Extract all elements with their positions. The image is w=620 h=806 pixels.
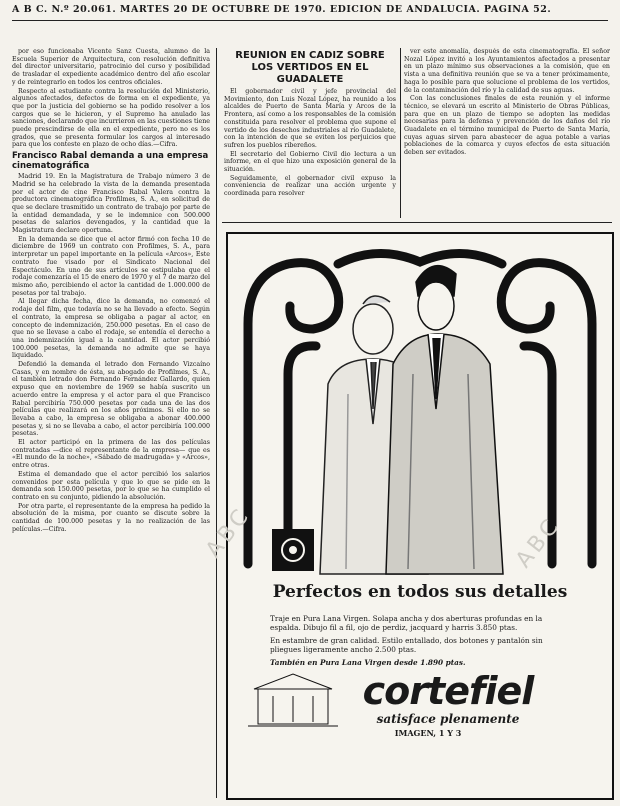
story1-paragraph: Respecto al estudiante contra la resolución del Ministerio, algunos afectados, defectos de forma en el expediente, ya que por la justicia del gobierno se ha podido resolver a los cargos que se le hicieron, y el Supremo ha anulado las sanciones, declarando que incurrieron en las cuestiones tiene puede prescindirse de ella en el expediente, pero no es los grados, que se presenta formular los cargos al interesado para que los conteste en plazo de ocho días.—Cifra. bbox=[12, 87, 210, 149]
cortefiel-advertisement bbox=[226, 232, 614, 800]
ad-top-rule bbox=[222, 222, 612, 223]
right-man-figure bbox=[386, 266, 503, 574]
right-column bbox=[404, 48, 610, 218]
story3-paragraph: Seguidamente, el gobernador civil expuso la conveniencia de realizar una acción urgente y coordinada para resolver bbox=[224, 174, 396, 198]
ad-slogan: satisface plenamente bbox=[376, 712, 520, 726]
story2-paragraph: Por otra parte, el representante de la empresa ha pedido la absolución de la misma, por cuanto se discute sobre la cantidad de 100.000 pesetas y la no realización de las películas.—Cifra. bbox=[12, 502, 210, 533]
story3-paragraph: ver este anomalía, después de esta cinematografía. El señor Nozal López invitó a los Ayuntamientos afectados a presentar en un plazo mínimo sus observaciones a la comisión, que en vista a una definitiva reunión que se va a tener próximamente, haga lo posible para que solucione el problema de los vertidos, de la contaminación del río y la calidad de sus aguas. bbox=[404, 48, 610, 94]
story2-paragraph: Madrid 19. En la Magistratura de Trabajo número 3 de Madrid se ha celebrado la vista de la demanda presentada por el actor de cine Francisco Rabal Valera contra la productora cinematográfica Profilmes, S. A., en solicitud de que se declare trasmitido un contrato de trabajo por parte de la entidad demandada, y se le indemnice con 500.000 pesetas de salarios devengados, y la cantidad que la Magistratura declare oportuna. bbox=[12, 173, 210, 235]
abc-watermark: ABC bbox=[511, 512, 566, 573]
ad-imagen-credit: IMAGEN, 1 Y 3 bbox=[394, 728, 462, 738]
cortefiel-logo: cortefiel bbox=[362, 669, 534, 713]
ad-copy-3: También en Pura Lana Virgen desde 1.890 ptas. bbox=[270, 658, 466, 667]
story2-paragraph: Estima el demandado que el actor percibió los salarios convenidos por esta película y que lo que se pide en la demanda son 150.000 pesetas, por lo que se ha cumplido el contrato en su conjunto, pidiendo la absolución. bbox=[12, 470, 210, 501]
story2-paragraph: Al llegar dicha fecha, dice la demanda, no comenzó el rodaje del film, que todavía no se ha llevado a efecto. Según el contrato, la empresa se obligaba a pagar al actor, en concepto de indemnización, 250.000 pesetas. En el caso de que no se llevase a cabo el rodaje, se entendía el derecho a una indemnización igual a la cantidad. El actor percibió 100.000 pesetas, la demanda no admite que se haya liquidado. bbox=[12, 298, 210, 360]
ad-copy-2: En estambre de gran calidad. Estilo entallado, dos botones y pantalón sin pliegues ligeramente ancho 2.500 ptas. bbox=[270, 636, 543, 654]
story2-paragraph: Defendió la demanda el letrado don Fernando Vizcaíno Casas, y en nombre de ésta, su abogado de Profilmes, S. A., el también letrado don Fernando Fernández Gallardo, quien expuso que en noviembre de 1969 se había suscrito un acuerdo entre la empresa y el actor para el que Francisco Rabal percibiría 750.000 pesetas por cada una de las dos películas que realizará en los años próximos. Si ello no se llevaba a cabo, la empresa se obligaba a abonar 400.000 pesetas y, si no se llevaba a cabo, el actor percibiría 100.000 pesetas. bbox=[12, 361, 210, 438]
abc-watermark: ABC bbox=[201, 502, 256, 563]
ad-copy-1: Traje en Pura Lana Virgen. Solapa ancha y dos aberturas profundas en la espalda. Dibujo fil a fil, ojo de perdiz, jacquard y harris 3.850 ptas. bbox=[270, 614, 543, 632]
middle-column bbox=[224, 48, 396, 213]
story3-paragraph: Con las conclusiones finales de esta reunión y el informe técnico, se elevará un escrito al Ministerio de Obras Públicas, para que en un plazo de tiempo se adopten las medidas necesarias para la defensa y prevención de los daños del río Guadalete en el término municipal de Puerto de Santa María, cuyas aguas sirven para abastecer de agua potable a varias poblaciones de la comarca y cuyos efectos de esta situación deben ser evitados. bbox=[404, 95, 610, 157]
story1-paragraph: por eso funcionaba Vicente Sanz Cuesta, alumno de la Escuela Superior de Arquitectura, con resolución definitiva del director universitario, patrocinio del curso y posibilidad de trasladar el expediente académico dentro del año escolar y de reintegrarlo en todos los centros oficiales. bbox=[12, 48, 210, 86]
story2-headline: Francisco Rabal demanda a una empresa cinematográfica bbox=[12, 151, 209, 172]
page-header: A B C. N.º 20.061. MARTES 20 DE OCTUBRE DE 1970. EDICION DE ANDALUCIA. PAGINA 52. bbox=[12, 4, 552, 15]
column-rule bbox=[400, 48, 401, 218]
story2-paragraph: El actor participó en la primera de las dos películas contratadas —dice el representante de la empresa— que es «El mundo de la noche», «Sábado de madrugada» y «Arcos», entre otras. bbox=[12, 439, 210, 470]
story3-headline: REUNION EN CADIZ SOBRE LOS VERTIDOS EN EL GUADALETE bbox=[235, 50, 385, 85]
fabric-label-icon bbox=[272, 529, 314, 571]
left-column bbox=[12, 48, 210, 798]
story3-paragraph: El gobernador civil y jefe provincial del Movimiento, don Luis Nozal López, ha reunido a los alcaldes de Puerto de Santa María y Arcos de la Frontera, así como a los responsables de la comisión constituida para resolver el problema que supone el vertido de los desechos industriales al río Guadalete, con la intención de que se eviten los perjuicios que sufren los pueblos ribereños. bbox=[224, 88, 396, 149]
ad-headline: Perfectos en todos sus detalles bbox=[272, 582, 568, 602]
column-rule bbox=[216, 48, 217, 798]
store-building-icon bbox=[248, 674, 338, 726]
header-rule bbox=[12, 20, 608, 21]
story3-paragraph: El secretario del Gobierno Civil dio lectura a un informe, en el que hizo una exposición general de la situación. bbox=[224, 150, 396, 174]
story2-paragraph: En la demanda se dice que el actor firmó con fecha 10 de diciembre de 1969 un contrato con Profilmes, S. A., para interpretar un papel importante en la película «Arcos», Este contrato fue visado por el Sindicato Nacional del Espectáculo. En uno de sus artículos se estipulaba que el rodaje comenzaría el 15 de enero de 1970 y el 7 de marzo del mismo año, percibiendo el actor la cantidad de 1.000.000 de pesetas por tal trabajo. bbox=[12, 235, 210, 297]
